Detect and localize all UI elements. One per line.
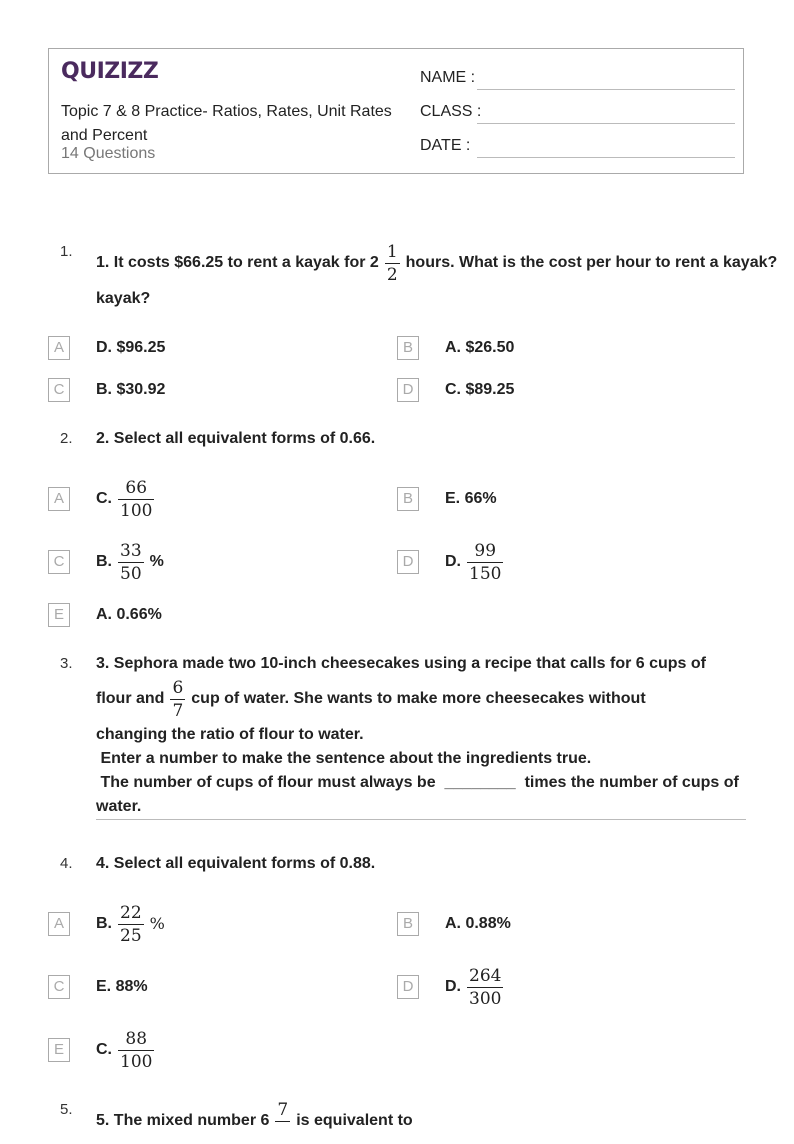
option-box[interactable]: B (397, 912, 419, 936)
denominator: 7 (172, 700, 184, 721)
option-label: B. (96, 553, 112, 570)
option-text[interactable]: D. $96.25 (96, 339, 166, 356)
worksheet-header (48, 48, 744, 174)
fraction (118, 477, 154, 522)
fraction (467, 965, 503, 1010)
question-text: Enter a number to make the sentence about the ingredients true. (96, 750, 592, 767)
option-box[interactable]: B (397, 487, 419, 511)
question-text: changing the ratio of flour to water. (96, 726, 364, 743)
name-label: NAME : (420, 69, 476, 86)
option-box[interactable]: C (48, 975, 70, 999)
quizizz-logo: QUIZIZZ (61, 59, 159, 84)
denominator: 300 (469, 988, 502, 1009)
question-number: 3. (60, 655, 73, 672)
fraction (275, 1099, 290, 1144)
numerator: 264 (469, 965, 502, 986)
option-box[interactable]: D (397, 378, 419, 402)
question-number: 1. (60, 243, 73, 260)
denominator: 2 (386, 264, 398, 285)
option-text[interactable] (445, 962, 509, 1012)
option-box[interactable]: B (397, 336, 419, 360)
option-text[interactable] (96, 537, 164, 587)
option-label: C. (96, 1041, 112, 1058)
question-number: 4. (60, 855, 73, 872)
option-box[interactable]: C (48, 378, 70, 402)
fraction (118, 1028, 154, 1073)
class-field[interactable] (420, 103, 735, 125)
numerator: 22 (120, 902, 142, 923)
percent-sign: % (149, 914, 165, 933)
option-text[interactable]: C. $89.25 (445, 381, 515, 398)
option-text[interactable] (96, 899, 165, 949)
worksheet-title: Topic 7 & 8 Practice- Ratios, Rates, Unit Rates and Percent (61, 103, 392, 144)
question-number: 2. (60, 430, 73, 447)
option-text[interactable]: A. 0.66% (96, 606, 162, 623)
question-text-part: is equivalent to (296, 1112, 413, 1129)
date-line[interactable] (477, 157, 735, 158)
numerator: 99 (474, 540, 497, 561)
denominator: 25 (120, 925, 142, 946)
fraction (385, 241, 400, 286)
numerator: 88 (125, 1028, 148, 1049)
option-label: B. (96, 915, 112, 932)
option-text[interactable]: E. 66% (445, 490, 497, 507)
fraction (170, 677, 185, 722)
numerator: 33 (120, 540, 142, 561)
fraction (118, 540, 144, 585)
question-text: The number of cups of flour must always be ________ times the number of cups of (96, 774, 739, 791)
date-field[interactable] (420, 137, 735, 159)
denominator: 50 (120, 563, 142, 584)
option-label: C. (96, 490, 112, 507)
name-line[interactable] (477, 89, 735, 90)
question-text (96, 240, 778, 286)
option-text[interactable]: A. $26.50 (445, 339, 515, 356)
numerator: 6 (172, 677, 184, 698)
question-text: water. (96, 798, 142, 815)
option-text[interactable]: A. 0.88% (445, 915, 511, 932)
option-text[interactable] (445, 537, 509, 587)
option-text[interactable]: B. $30.92 (96, 381, 166, 398)
option-label: D. (445, 553, 461, 570)
numerator: 1 (386, 241, 398, 262)
option-box[interactable]: C (48, 550, 70, 574)
option-box[interactable]: A (48, 487, 70, 511)
question-number: 5. (60, 1101, 73, 1118)
option-text[interactable] (96, 474, 160, 524)
option-box[interactable]: E (48, 603, 70, 627)
question-text-part: flour and (96, 690, 165, 707)
option-box[interactable]: A (48, 912, 70, 936)
option-text[interactable] (96, 1025, 160, 1075)
question-text-part: 1. It costs $66.25 to rent a kayak for 2 (96, 254, 379, 271)
answer-line[interactable] (96, 819, 746, 820)
question-text (96, 676, 746, 722)
question-count: 14 Questions (61, 145, 156, 162)
denominator (275, 1121, 290, 1144)
option-box[interactable]: D (397, 975, 419, 999)
option-text[interactable]: E. 88% (96, 978, 148, 995)
option-box[interactable]: E (48, 1038, 70, 1062)
numerator: 66 (125, 477, 148, 498)
question-text-part: hours. What is the cost per hour to rent a kayak? (405, 254, 778, 271)
question-text-part: cup of water. She wants to make more cheesecakes without (191, 690, 646, 707)
percent-sign: % (149, 553, 164, 570)
denominator: 150 (469, 563, 502, 584)
class-line[interactable] (477, 123, 735, 124)
question-text: 2. Select all equivalent forms of 0.66. (96, 430, 376, 447)
option-box[interactable]: A (48, 336, 70, 360)
date-label: DATE : (420, 137, 471, 154)
numerator: 7 (277, 1099, 289, 1120)
question-text-part: 5. The mixed number 6 (96, 1112, 270, 1129)
question-text: 3. Sephora made two 10-inch cheesecakes using a recipe that calls for 6 cups of (96, 655, 706, 672)
name-field[interactable] (420, 69, 735, 91)
option-label: D. (445, 978, 461, 995)
class-label: CLASS : (420, 103, 482, 120)
fraction (467, 540, 503, 585)
option-box[interactable]: D (397, 550, 419, 574)
fraction (118, 902, 144, 947)
denominator: 100 (120, 500, 153, 521)
question-text-continued: kayak? (96, 290, 151, 307)
question-text (96, 1098, 746, 1144)
question-text: 4. Select all equivalent forms of 0.88. (96, 855, 376, 872)
denominator: 100 (120, 1051, 153, 1072)
